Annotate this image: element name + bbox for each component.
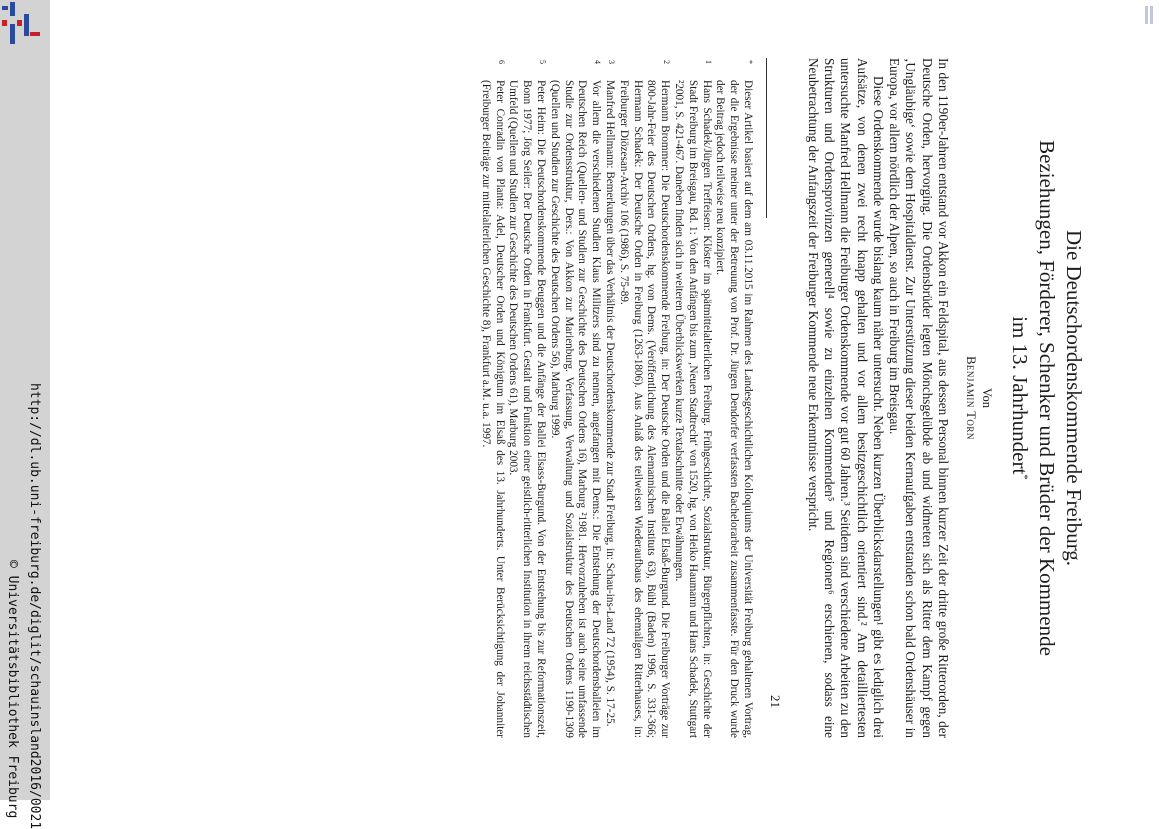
footnote-text: Hans Schadek/Jürgen Treffeisen: Klöster im spätmittelalterlichen Freiburg. Frühgeschichte, Sozialstruktur, Bürgerpflichten, in: Geschichte der Stadt Freiburg im Breisgau, Bd. 1: Von den Anfängen bis zum ‚Neuen Stadtrecht‘ von 1520, hg. von Heiko Haumann und Hans Schadek, Stuttgart ²2001, S. 421-467. Daneben finden sich in weiteren Überblickswerken kurze Textabschnitte oder Erwähnungen. <box>673 80 713 738</box>
corner-marker-icon <box>1143 6 1155 24</box>
viewer-sidebar <box>0 0 50 829</box>
footnote-text: Dieser Artikel basiert auf dem am 03.11.2015 im Rahmen des Landesgeschichtlichen Kolloquiums der Universität Freiburg gehaltenen Vortrag, der die Ergebnisse meiner unter der Betreuung von Prof. Dr. Jürgen Dendorfer verfassten Bachelorarbeit zusammenfasste. Für den Druck wurde der Beitrag jedoch teilweise neu konzipiert. <box>714 80 754 738</box>
footnote <box>602 58 616 738</box>
footnote-mark: 3 <box>607 60 617 64</box>
title-line: Beziehungen, Förderer, Schenker und Brüder der Kommende <box>1035 140 1059 656</box>
footnote-mark: 4 <box>593 60 603 64</box>
footnote <box>671 58 712 738</box>
source-url[interactable]: http://dl.ub.uni-freiburg.de/diglit/schauinsland2016/0021 <box>27 383 42 829</box>
article-body <box>804 58 951 738</box>
byline-von: Von <box>980 388 994 408</box>
page-number: 21 <box>768 695 783 708</box>
footnote-text: Vor allem die verschiedenen Studien Klaus Militzers sind zu nennen, angefangen mit Dems.: Die Entstehung der Deutschordensballeien im Deutschen Reich (Quellen- und Studien zur Geschichte des Deutschen Ordens 16), Marburg ²1981. Hervorzuheben ist auch seine umfassende Studie zur Ordensstruktur, Ders.: Von Akkon zur Marienburg. Verfassung, Verwaltung und Sozialstruktur des Deutschen Ordens 1190-1309 (Quellen und Studien zur Geschichte des Deutschen Ordens 56), Marburg 1999. <box>548 80 603 738</box>
footnote <box>478 58 506 738</box>
footnotes <box>478 58 754 738</box>
article-title <box>1006 58 1087 738</box>
footnote <box>713 58 754 738</box>
footnote <box>506 58 547 738</box>
document-page <box>99 18 1099 778</box>
footnote-text: Peter Heim: Die Deutschordenskommende Beuggen und die Anfänge der Ballei Elsass-Burgund. Von der Entstehung bis zur Reformationszeit, Bonn 1977; Jörg Seiler: Der Deutsche Orden in Frankfurt. Gestalt und Funktion einer geistlich-ritterlichen Institution in ihrem reichsstädtischen Umfeld (Quellen und Studien zur Geschichte des Deutschen Ordens 61), Marburg 2003. <box>507 80 548 738</box>
body-paragraph: Diese Ordenskommende wurde bislang kaum näher untersucht. Neben kurzen Überblicksdarstellungen¹ gibt es lediglich drei Aufsätze, von denen zwei recht knapp gehalten und vor allem besitzgeschichtlich orientiert sind.² Am detailliertesten untersuchte Manfred Hellmann die Freiburger Ordenskommende vor gut 60 Jahren.³ Seitdem sind verschiedene Arbeiten zu den Strukturen und Ordensprovinzen generell⁴ sowie zu einzelnen Kommenden⁵ und Regionen⁶ erschienen, sodass eine Neubetrachtung der Anfangszeit der Freiburger Kommende neue Erkenntnisse verspricht. <box>805 58 886 738</box>
footnote-divider <box>766 58 767 218</box>
title-line: Die Deutschordenskommende Freiburg. <box>1062 229 1086 567</box>
footnote-text: Peter Conradin von Planta: Adel, Deutscher Orden und Königtum im Elsaß des 13. Jahrhunderts. Unter Berücksichtigung der Johanniter (Freiburger Beiträge zur mittelalterlichen Geschichte 8), Frankfurt a.M. u.a. 1997. <box>479 80 506 738</box>
footnote <box>547 58 602 738</box>
footnote-mark: 6 <box>496 60 506 64</box>
footnote-mark: 5 <box>538 60 548 64</box>
footnote-mark: 1 <box>703 60 713 64</box>
byline <box>963 58 995 738</box>
body-paragraph: In den 1190er-Jahren entstand vor Akkon ein Feldspital, aus dessen Personal binnen kurzer Zeit der dritte große Ritterorden, der Deutsche Orden, hervorging. Die Ordensbrüder legten Mönchsgelübde ab und widmeten sich als Ritter dem Kampf gegen ‚Ungläubige‘ sowie dem Hospitaldienst. Zur Unterstützung dieser beiden Kernaufgaben entstanden schon bald Ordenshäuser in Europa, vor allem nördlich der Alpen, so auch in Freiburg im Breisgau. <box>887 58 951 738</box>
author-name: Benjamin Torn <box>964 356 978 440</box>
footnote <box>616 58 671 738</box>
footnote-mark: * <box>745 60 754 64</box>
title-footnote-mark: * <box>1018 474 1030 480</box>
footnote-mark: 2 <box>662 60 672 64</box>
footnote-text: Hermann Brommer: Die Deutschordenskommende Freiburg, in: Der Deutsche Orden und die Ballei Elsaß-Burgund. Die Freiburger Vorträge zur 800-Jahr-Feier des Deutschen Ordens, hg. von Dems. (Veröffentlichung des Alemannischen Instituts 63), Bühl (Baden) 1996, S. 331-366; Hermann Schadek: Der Deutsche Orden in Freiburg (1263-1806). Aus Anlaß des teilweisen Wiederaufbaus des ehemaligen Ritterhauses, in: Freiburger Diözesan-Archiv 106 (1986), S. 75-89. <box>617 80 672 738</box>
footnote-text: Manfred Hellmann: Bemerkungen über das Verhältnis der Deutschordenskommende zur Stadt Freiburg, in: Schau-ins-Land 72 (1954), S. 17-25. <box>604 80 617 727</box>
copyright-notice: © Universitätsbibliothek Freiburg <box>5 560 20 819</box>
title-line: im 13. Jahrhundert* <box>1008 316 1032 480</box>
